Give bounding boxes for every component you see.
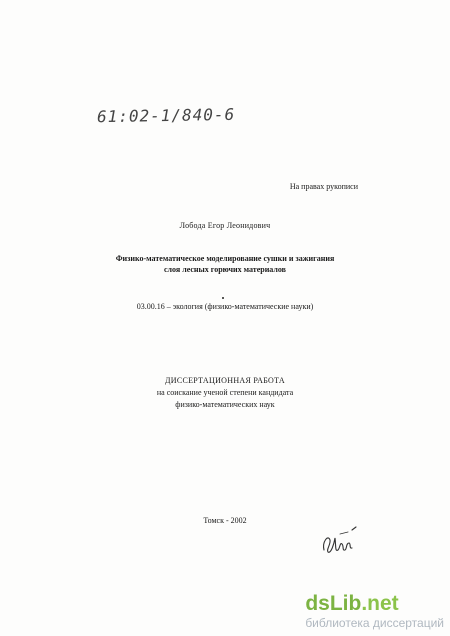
degree-purpose-line-2: физико-математических наук <box>175 400 275 409</box>
handwritten-signature <box>318 524 362 563</box>
specialty-code: 03.00.16 – экология (физико-математические науки) <box>136 302 314 311</box>
dissertation-type: ДИССЕРТАЦИОННАЯ РАБОТА <box>165 376 285 385</box>
watermark-brand-accent: .net <box>361 592 399 615</box>
dissertation-type-block <box>0 375 450 411</box>
watermark-brand <box>305 593 444 615</box>
watermark-brand-main: dsLib <box>305 592 362 615</box>
dissertation-title <box>0 253 450 275</box>
ink-dot <box>222 297 224 299</box>
archive-number-stamp: 61:02-1/840-6 <box>96 104 236 127</box>
author-name: Лобода Егор Леонидович <box>179 221 271 230</box>
degree-purpose-line-1: на соискание ученой степени кандидата <box>156 388 294 397</box>
signature-scribble-icon <box>318 524 362 558</box>
city-year: Томск - 2002 <box>203 516 247 525</box>
site-watermark <box>305 593 444 630</box>
rights-notice: На правах рукописи <box>289 182 358 191</box>
watermark-subtitle: библиотека диссертаций <box>305 616 444 630</box>
title-line-2: слоя лесных горючих материалов <box>164 265 286 274</box>
title-line-1: Физико-математическое моделирование сушки и зажигания <box>115 254 335 263</box>
